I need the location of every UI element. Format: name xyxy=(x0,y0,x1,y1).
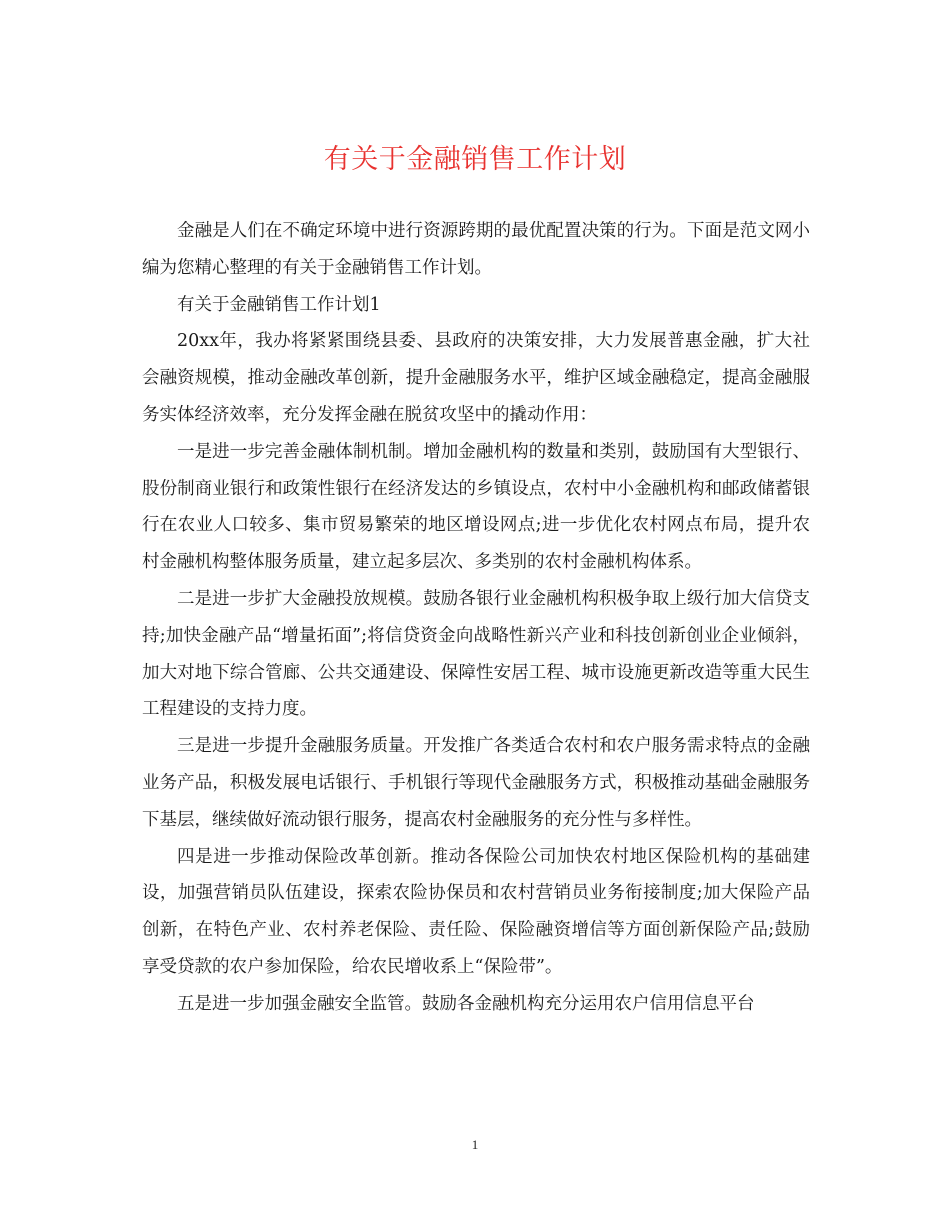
paragraph: 三是进一步提升金融服务质量。开发推广各类适合农村和农户服务需求特点的金融业务产品，积极发展电话银行、手机银行等现代金融服务方式，积极推动基础金融服务下基层，继续做好流动银行服务，提高农村金融服务的充分性与多样性。 xyxy=(142,736,810,830)
section-heading: 有关于金融销售工作计划1 xyxy=(177,294,381,315)
page-number: 1 xyxy=(471,1137,479,1152)
paragraph: 20xx年，我办将紧紧围绕县委、县政府的决策安排，大力发展普惠金融，扩大社会融资规模，推动金融改革创新，提升金融服务水平，维护区域金融稳定，提高金融服务实体经济效率，充分发挥金融在脱贫攻坚中的撬动作用： xyxy=(142,331,810,425)
document-body xyxy=(142,213,810,1023)
paragraph-intro: 金融是人们在不确定环境中进行资源跨期的最优配置决策的行为。下面是范文网小编为您精心整理的有关于金融销售工作计划。 xyxy=(142,221,810,278)
document-title: 有关于金融销售工作计划 xyxy=(323,144,627,175)
paragraph: 四是进一步推动保险改革创新。推动各保险公司加快农村地区保险机构的基础建设，加强营销员队伍建设，探索农险协保员和农村营销员业务衔接制度;加大保险产品创新，在特色产业、农村养老保险、责任险、保险融资增信等方面创新保险产品;鼓励享受贷款的农户参加保险，给农民增收系上“保险带”。 xyxy=(142,846,810,977)
paragraph: 二是进一步扩大金融投放规模。鼓励各银行业金融机构积极争取上级行加大信贷支持;加快金融产品“增量拓面”;将信贷资金向战略性新兴产业和科技创新创业企业倾斜，加大对地下综合管廊、公共交通建设、保障性安居工程、城市设施更新改造等重大民生工程建设的支持力度。 xyxy=(142,588,810,720)
paragraph: 一是进一步完善金融体制机制。增加金融机构的数量和类别，鼓励国有大型银行、股份制商业银行和政策性银行在经济发达的乡镇设点，农村中小金融机构和邮政储蓄银行在农业人口较多、集市贸易繁荣的地区增设网点;进一步优化农村网点布局，提升农村金融机构整体服务质量，建立起多层次、多类别的农村金融机构体系。 xyxy=(142,441,810,573)
paragraph: 五是进一步加强金融安全监管。鼓励各金融机构充分运用农户信用信息平台 xyxy=(177,993,755,1014)
